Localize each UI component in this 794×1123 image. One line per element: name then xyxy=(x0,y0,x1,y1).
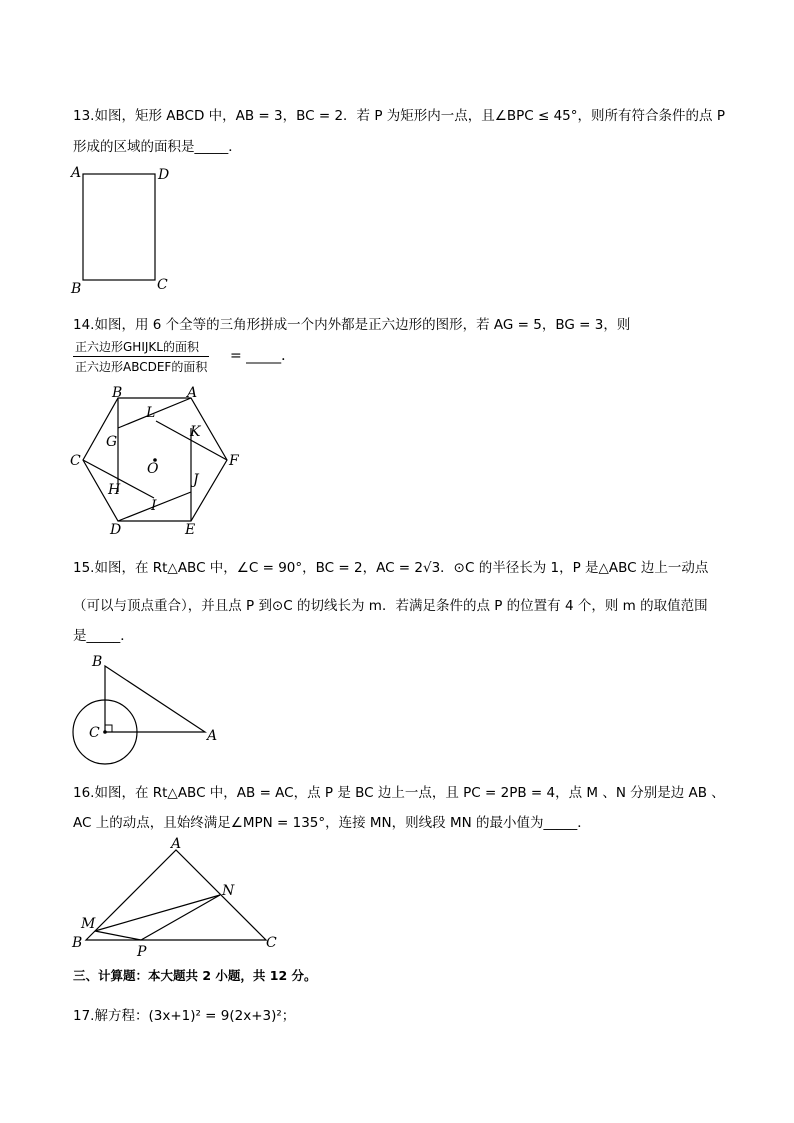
q14-ratio-fraction xyxy=(73,338,209,375)
q15-line1: 15.如图，在 Rt△ABC 中，∠C = 90°，BC = 2，AC = 2√3．⊙C 的半径长为 1，P 是△ABC 边上一动点 xyxy=(73,560,709,576)
label-o: O xyxy=(147,461,159,477)
label-a: A xyxy=(187,385,198,401)
center-c-dot xyxy=(103,730,107,734)
q17-line: 17.解方程：(3x+1)² = 9(2x+3)²； xyxy=(73,1008,296,1024)
label-j: J xyxy=(193,472,199,488)
q14-hexagon-figure xyxy=(66,380,251,540)
label-m: M xyxy=(81,916,96,932)
q16-triangle-figure xyxy=(66,832,291,962)
label-c: C xyxy=(70,453,81,469)
label-k: K xyxy=(190,424,201,440)
label-d: D xyxy=(110,522,122,538)
q16-line2: AC 上的动点，且始终满足∠MPN = 135°，连接 MN，则线段 MN 的最小值为_____． xyxy=(73,815,591,831)
q16-line1: 16.如图，在 Rt△ABC 中，AB = AC，点 P 是 BC 边上一点，且 PC = 2PB = 4，点 M 、N 分别是边 AB 、 xyxy=(73,785,725,801)
section-three-heading: 三、计算题：本大题共 2 小题，共 12 分。 xyxy=(73,968,317,983)
label-a: A xyxy=(171,836,182,852)
label-b: B xyxy=(71,281,82,297)
label-a: A xyxy=(71,165,82,181)
fraction-numerator: 正六边形GHIJKL的面积 xyxy=(73,338,209,357)
q14-line1: 14.如图，用 6 个全等的三角形拼成一个内外都是正六边形的图形，若 AG = 5，BG = 3，则 xyxy=(73,317,631,333)
triangle-abc xyxy=(86,850,266,940)
label-g: G xyxy=(106,434,118,450)
q13-rectangle-figure xyxy=(66,162,186,297)
fraction-denominator: 正六边形ABCDEF的面积 xyxy=(75,360,208,374)
label-n: N xyxy=(222,883,235,899)
label-l: L xyxy=(146,405,156,421)
q15-line3: 是_____． xyxy=(73,628,134,644)
q15-triangle-circle-figure xyxy=(62,648,232,768)
label-p: P xyxy=(137,944,147,960)
label-i: I xyxy=(151,498,157,514)
triangle-abc xyxy=(105,666,205,732)
label-f: F xyxy=(229,453,239,469)
label-a: A xyxy=(207,728,218,744)
label-h: H xyxy=(108,482,121,498)
label-d: D xyxy=(158,167,170,183)
label-e: E xyxy=(185,522,196,538)
label-c: C xyxy=(89,725,100,741)
label-b: B xyxy=(92,654,103,670)
q14-answer-blank: = _____． xyxy=(230,348,296,364)
q13-line1: 13.如图，矩形 ABCD 中，AB = 3，BC = 2．若 P 为矩形内一点，且∠BPC ≤ 45°，则所有符合条件的点 P xyxy=(73,108,725,124)
q13-line2: 形成的区域的面积是_____． xyxy=(73,139,242,155)
angle-mpn xyxy=(95,895,220,940)
q15-line2: （可以与顶点重合），并且点 P 到⊙C 的切线长为 m．若满足条件的点 P 的位置有 4 个，则 m 的取值范围 xyxy=(73,598,708,614)
rectangle-abcd xyxy=(83,174,155,280)
label-b: B xyxy=(112,385,123,401)
label-c: C xyxy=(266,935,277,951)
label-b: B xyxy=(72,935,83,951)
label-c: C xyxy=(157,277,168,293)
